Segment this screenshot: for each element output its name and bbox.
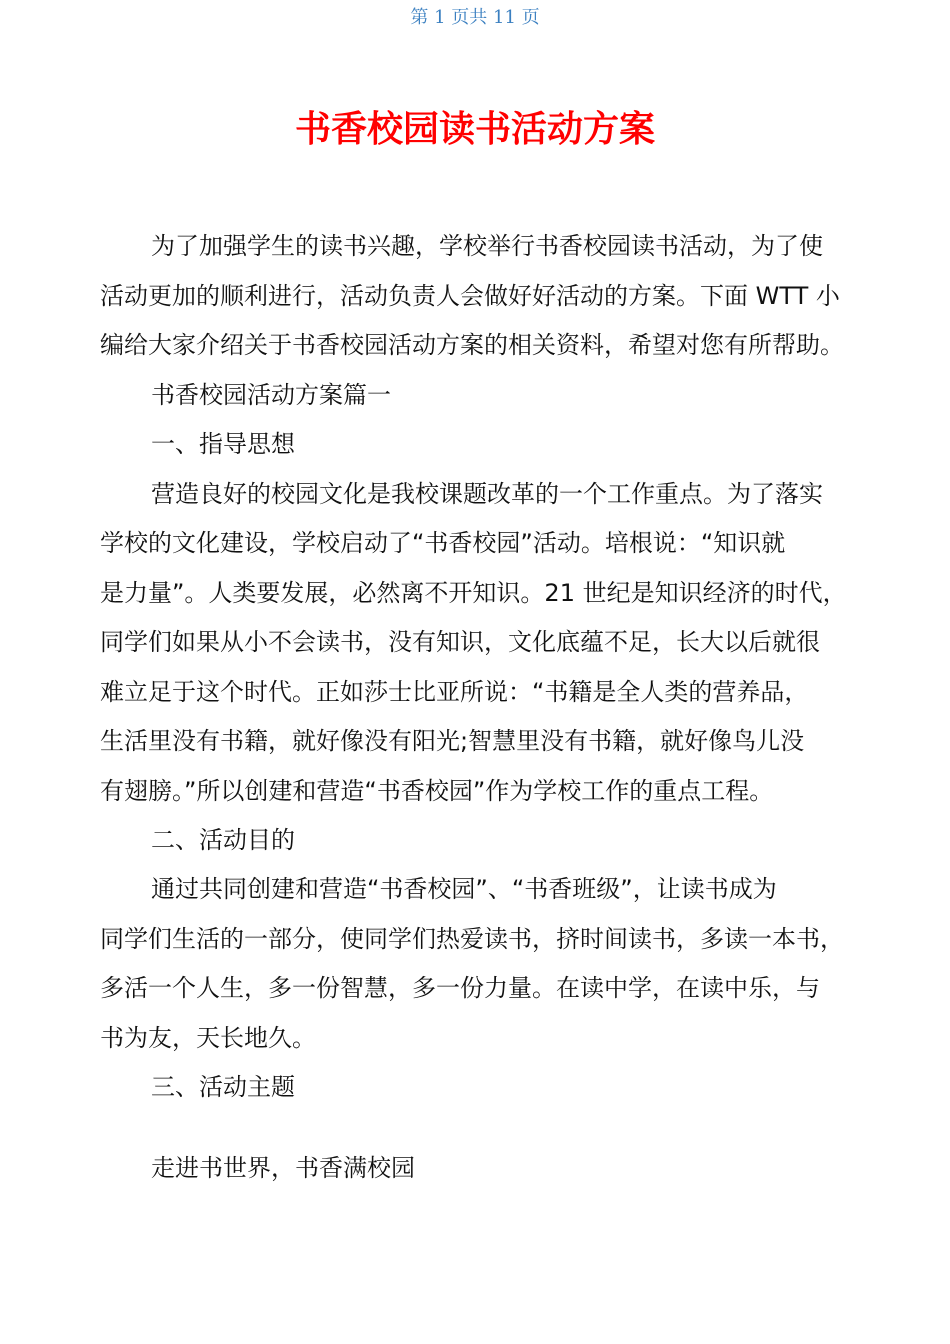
guiding-line-6: 生活里没有书籍，就好像没有阳光;智慧里没有书籍，就好像鸟儿没 [100, 727, 805, 755]
guiding-line-3: 是力量”。人类要发展，必然离不开知识。21 世纪是知识经济的时代， [100, 579, 847, 607]
section-heading-purpose: 二、活动目的 [151, 826, 295, 854]
guiding-line-4: 同学们如果从小不会读书，没有知识，文化底蕴不足，长大以后就很 [100, 628, 820, 656]
document-title: 书香校园读书活动方案 [294, 109, 655, 150]
guiding-line-7: 有翅膀。”所以创建和营造“书香校园”作为学校工作的重点工程。 [100, 777, 774, 805]
intro-line-3: 编给大家介绍关于书香校园活动方案的相关资料，希望对您有所帮助。 [100, 331, 844, 359]
page-indicator: 第 1 页共 11 页 [410, 7, 540, 28]
guiding-line-1: 营造良好的校园文化是我校课题改革的一个工作重点。为了落实 [151, 480, 823, 508]
section-heading-theme: 三、活动主题 [151, 1073, 295, 1101]
purpose-line-4: 书为友，天长地久。 [100, 1024, 316, 1052]
guiding-line-2: 学校的文化建设，学校启动了“书香校园”活动。培根说：“知识就 [100, 529, 786, 557]
guiding-line-5: 难立足于这个时代。正如莎士比亚所说：“书籍是全人类的营养品， [100, 678, 809, 706]
theme-line: 走进书世界，书香满校园 [151, 1154, 415, 1182]
purpose-line-1: 通过共同创建和营造“书香校园”、“书香班级”，让读书成为 [151, 875, 777, 903]
intro-line-1: 为了加强学生的读书兴趣，学校举行书香校园读书活动，为了使 [151, 232, 823, 260]
section-heading-plan-one: 书香校园活动方案篇一 [151, 381, 391, 409]
intro-line-2: 活动更加的顺利进行，活动负责人会做好好活动的方案。下面 WTT 小 [100, 282, 840, 310]
purpose-line-3: 多活一个人生，多一份智慧，多一份力量。在读中学，在读中乐，与 [100, 974, 820, 1002]
section-heading-guiding-idea: 一、指导思想 [151, 430, 295, 458]
purpose-line-2: 同学们生活的一部分，使同学们热爱读书，挤时间读书，多读一本书， [100, 925, 844, 953]
